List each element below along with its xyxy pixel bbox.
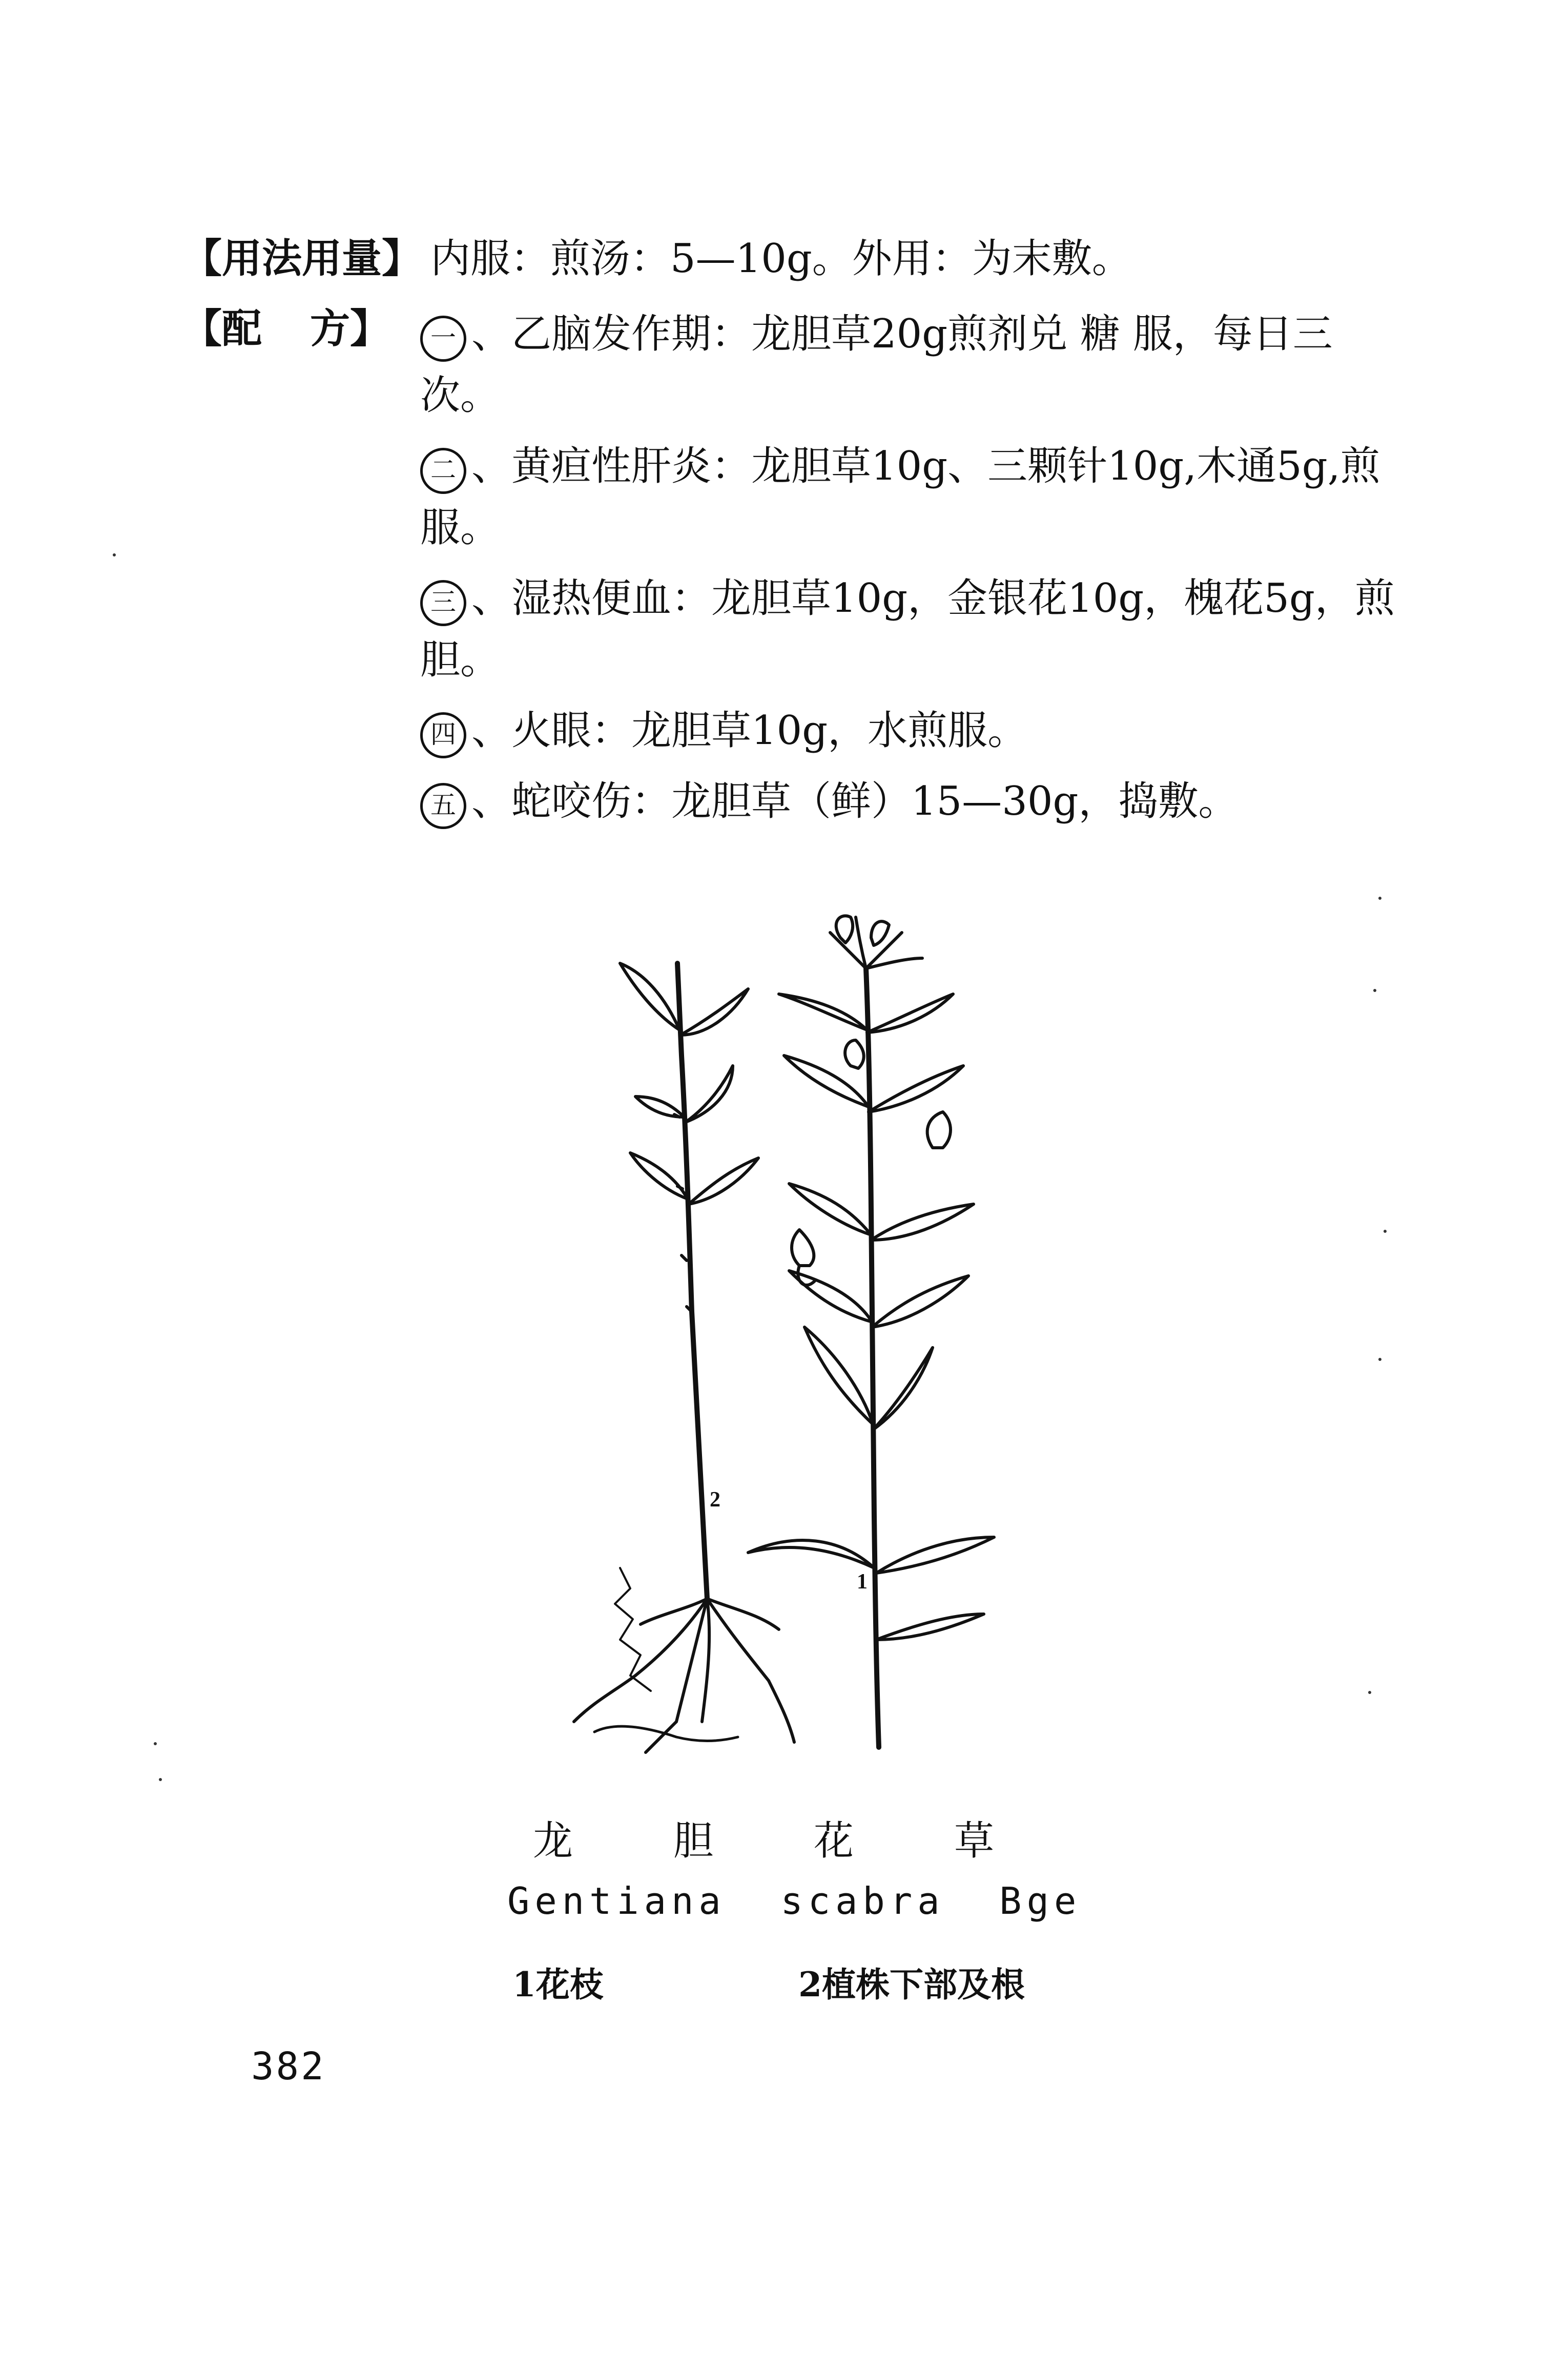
circled-number: 五 (420, 783, 466, 829)
formula-item-text: 、火眼：龙胆草10g，水煎服。 (471, 708, 1028, 754)
caption-part-1: 1花枝 (512, 1965, 604, 2004)
formula-label (182, 303, 390, 355)
circled-number: 四 (420, 712, 466, 758)
caption-char: 胆 (673, 1818, 713, 1864)
formula-item-text: 、乙脑发作期：龙胆草20g煎剂兑 糖 服，每日三次。 (420, 311, 1333, 419)
caption-part-labels (512, 1957, 1025, 2006)
formula-label-close: 方】 (310, 305, 390, 352)
scan-speck (1373, 989, 1376, 992)
gentian-plant-illustration (492, 902, 1076, 1763)
caption-latin-name: Gentiana scabra Bge (507, 1879, 1082, 1923)
formula-item (420, 700, 1404, 761)
formula-item-text: 、黄疸性肝炎：龙胆草10g、三颗针10g,木通5g,煎服。 (420, 443, 1380, 551)
page-number: 382 (251, 2044, 326, 2089)
scan-speck (159, 1778, 162, 1781)
formula-item-text: 、湿热便血：龙胆草10g，金银花10g，槐花5g，煎胆。 (420, 575, 1395, 683)
scan-speck (1378, 897, 1381, 900)
scan-speck (113, 553, 116, 556)
caption-char: 花 (813, 1818, 854, 1864)
figure-label-2: 2 (710, 1488, 720, 1512)
circled-number: 三 (420, 580, 466, 626)
scan-speck (1368, 1691, 1371, 1694)
circled-number: 一 (420, 316, 466, 362)
caption-chinese-name (533, 1809, 994, 1866)
caption-char: 草 (954, 1818, 994, 1864)
formula-item (420, 771, 1404, 832)
plant-lower-part-and-roots (574, 963, 794, 1752)
scan-speck (1378, 1358, 1381, 1361)
usage-text: 内服：煎汤：5—10g。外用：为末敷。 (430, 236, 1132, 282)
circled-number: 二 (420, 448, 466, 494)
caption-part-2: 2植株下部及根 (798, 1965, 1025, 2004)
scan-speck (1384, 1230, 1387, 1233)
scan-speck (154, 1742, 157, 1745)
formula-label-open: 【配 (182, 305, 262, 352)
figure-label-1: 1 (857, 1570, 868, 1594)
formula-list (420, 303, 1404, 841)
plant-flowering-branch (748, 916, 994, 1747)
caption-char: 龙 (533, 1818, 573, 1864)
formula-item (420, 436, 1404, 559)
formula-item (420, 568, 1404, 691)
usage-label: 【用法用量】 (182, 235, 422, 282)
formula-item-text: 、蛇咬伤：龙胆草（鲜）15—30g，捣敷。 (471, 778, 1239, 824)
formula-item (420, 303, 1404, 426)
